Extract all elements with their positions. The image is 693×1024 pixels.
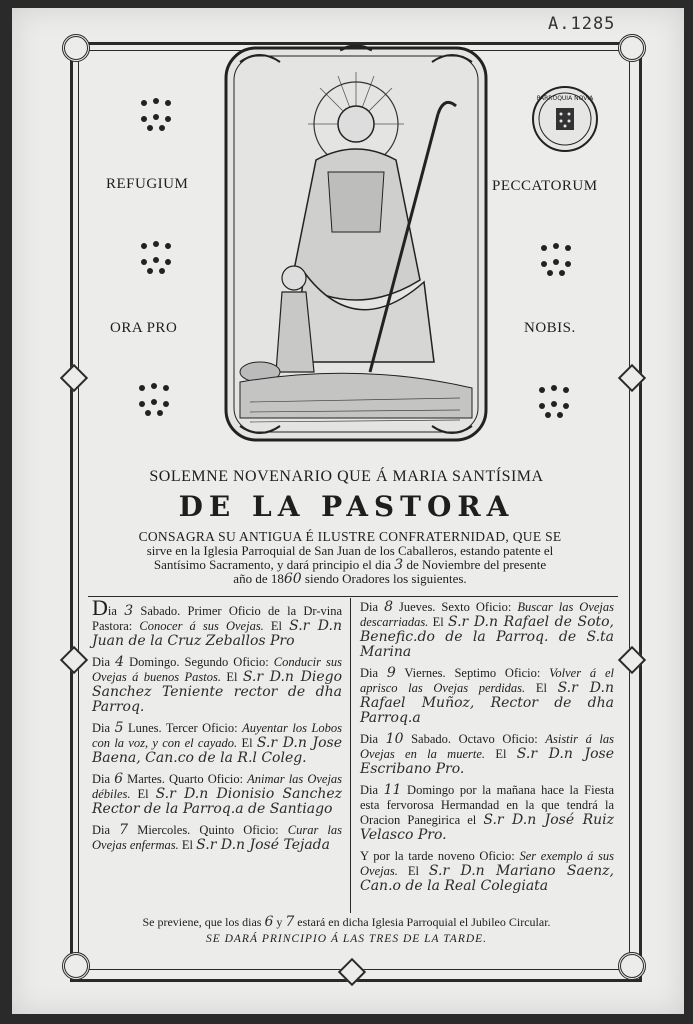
intro-line-3b: de Noviembre del presente	[406, 557, 547, 572]
day-topic: Ser exemplo á sus Ovejas.	[360, 849, 614, 878]
jubilee-day-2-handwritten: 7	[285, 914, 295, 930]
shelfmark-label: A.1285	[548, 14, 616, 34]
day-office: Sabado. Octavo Oficio:	[411, 732, 538, 746]
orator-handwritten: S.r D.n Diego Sanchez Teniente rector de dha Parroq.	[92, 669, 343, 715]
day-entry-9	[360, 666, 614, 726]
day-tail: El	[226, 670, 238, 684]
drop-initial: D	[92, 595, 108, 620]
start-day-handwritten: 3	[394, 557, 404, 573]
orator-handwritten: S.r D.n Rafael Muñoz, Rector de dha Parroq.a	[360, 680, 614, 726]
day-topic: Auyentar los Lobos con la voz, y con el cayado.	[92, 721, 343, 750]
day-tail: El	[495, 747, 507, 761]
day-entry-8	[360, 600, 614, 660]
day-tail: El	[181, 838, 194, 852]
orator-handwritten: S.r D.n Mariano Saenz, Can.o de la Real Colegiata	[360, 863, 614, 894]
corner-ornament-top-left	[62, 34, 90, 62]
parish-seal-stamp	[532, 86, 598, 152]
jubilee-notice	[0, 914, 693, 930]
program-left-column	[92, 595, 343, 859]
day-office: Sabado. Primer Oficio de la Dr-vina Pastora:	[92, 604, 343, 633]
heading-main-title: DE LA PASTORA	[178, 490, 515, 523]
intro-line-4a: año de 18	[233, 571, 284, 586]
day-word: Dia	[92, 772, 111, 786]
column-divider	[350, 598, 351, 913]
rosette-ornament-left-2	[136, 238, 176, 278]
virgin-shepherdess-engraving	[220, 42, 492, 446]
day-word: Dia	[360, 783, 379, 797]
day-office: Miercoles. Quinto Oficio:	[137, 823, 279, 837]
side-text-peccatorum: PECCATORUM	[492, 178, 598, 194]
rosette-ornament-left-1	[136, 95, 176, 135]
day-entry-3	[92, 595, 343, 649]
notice-text-b: y	[276, 915, 283, 929]
side-text-ora-pro: ORA PRO	[110, 320, 178, 336]
day-topic: Conocer á sus Ovejas.	[139, 619, 264, 633]
day-tail: El	[137, 787, 149, 801]
day-word: Dia	[360, 600, 379, 614]
rosette-ornament-left-3	[134, 380, 174, 420]
intro-line-4	[100, 572, 600, 586]
day-office: Domingo. Segundo Oficio:	[129, 655, 269, 669]
intro-line-1: CONSAGRA SU ANTIGUA É ILUSTRE CONFRATERNIDAD, QUE SE	[138, 529, 562, 544]
day-number-handwritten: 5	[114, 720, 124, 736]
day-office: Jueves. Sexto Oficio:	[398, 600, 512, 614]
day-topic: Conducir sus Ovejas á buenos Pastos.	[92, 655, 343, 684]
day-entry-evening	[360, 849, 614, 894]
day-entry-4	[92, 655, 342, 715]
day-topic: Curar las Ovejas enfermas.	[92, 823, 343, 852]
day-tail: El	[270, 619, 283, 633]
corner-ornament-bottom-left	[62, 952, 90, 980]
day-topic: Volver á el aprisco las Ovejas perdidas.	[360, 666, 614, 695]
day-office: Martes. Quarto Oficio:	[127, 772, 244, 786]
year-handwritten: 60	[283, 571, 302, 587]
side-text-nobis: NOBIS.	[524, 320, 576, 336]
day-number-handwritten: 10	[385, 731, 404, 747]
day-number-handwritten: 4	[115, 654, 125, 670]
orator-handwritten: S.r D.n José Tejada	[196, 837, 330, 853]
day-number-handwritten: 8	[384, 599, 393, 615]
intro-line-3a: Santísimo Sacramento, y dará principio el dia	[153, 557, 392, 572]
corner-ornament-bottom-right	[618, 952, 646, 980]
intro-line-3	[100, 558, 600, 572]
day-topic: Animar las Ovejas débiles.	[92, 772, 343, 801]
day-office: Viernes. Septimo Oficio:	[404, 666, 541, 680]
day-topic: Asistir á las Ovejas en la muerte.	[360, 732, 615, 761]
side-text-refugium: REFUGIUM	[106, 176, 189, 192]
notice-text-a: Se previene, que los dias	[142, 915, 262, 929]
orator-handwritten: S.r D.n Jose Baena, Can.co de la R.l Coleg.	[92, 735, 343, 766]
day-office: Y por la tarde noveno Oficio:	[360, 849, 515, 863]
program-top-rule	[88, 596, 618, 597]
orator-handwritten: S.r D.n Juan de la Cruz Zeballos Pro	[92, 618, 342, 649]
day-office: Lunes. Tercer Oficio:	[127, 721, 238, 735]
program-right-column	[360, 600, 614, 900]
day-topic: Buscar las Ovejas descarriadas.	[360, 600, 615, 629]
intro-paragraph	[100, 530, 600, 586]
day-tail: El	[241, 736, 253, 750]
corner-ornament-top-right	[618, 34, 646, 62]
day-number-handwritten: 9	[386, 665, 396, 681]
intro-line-2: sirve en la Iglesia Parroquial de San Juan de los Caballeros, estando patente el	[146, 543, 554, 558]
intro-line-4b: siendo Oradores los siguientes.	[304, 571, 467, 586]
day-number-handwritten: 11	[383, 782, 402, 798]
rosette-ornament-right-2	[534, 382, 574, 422]
jubilee-day-1-handwritten: 6	[264, 914, 274, 930]
day-word: Dia	[92, 823, 111, 837]
orator-handwritten: S.r D.n Dionisio Sanchez Rector de la Parroq.a de Santiago	[92, 786, 343, 817]
day-tail: El	[407, 864, 419, 878]
day-entry-10	[360, 732, 614, 777]
day-office: Domingo por la mañana hace la Fiesta esta fervorosa Hermandad en la que tendrá la Oracion Panegirica el	[360, 783, 615, 827]
day-entry-5	[92, 721, 342, 766]
day-entry-6	[92, 772, 342, 817]
day-number-handwritten: 7	[119, 822, 129, 838]
day-word: Dia	[360, 732, 379, 746]
orator-handwritten: S.r D.n Rafael de Soto, Benefic.do de la Parroq. de S.ta Marina	[360, 614, 615, 660]
stamp-text: PARROQUIA NOVIA	[536, 95, 594, 102]
day-word: Dia	[92, 655, 111, 669]
day-number-handwritten: 3	[124, 603, 134, 619]
day-tail: El	[535, 681, 547, 695]
day-entry-7	[92, 823, 342, 853]
day-word: Dia	[92, 721, 111, 735]
rosette-ornament-right-1	[536, 240, 576, 280]
start-time-notice: SE DARÁ PRINCIPIO Á LAS TRES DE LA TARDE.	[205, 933, 488, 945]
notice-text-c: estará en dicha Iglesia Parroquial el Jubileo Circular.	[297, 915, 551, 929]
day-number-handwritten: 6	[114, 771, 124, 787]
day-tail: El	[432, 615, 444, 629]
day-word: ia	[107, 604, 117, 618]
orator-handwritten: S.r D.n José Ruiz Velasco Pro.	[360, 812, 614, 843]
day-entry-11	[360, 783, 614, 843]
orator-handwritten: S.r D.n Jose Escribano Pro.	[360, 746, 615, 777]
day-word: Dia	[360, 666, 379, 680]
heading-line-1: SOLEMNE NOVENARIO QUE Á MARIA SANTÍSIMA	[149, 468, 544, 485]
